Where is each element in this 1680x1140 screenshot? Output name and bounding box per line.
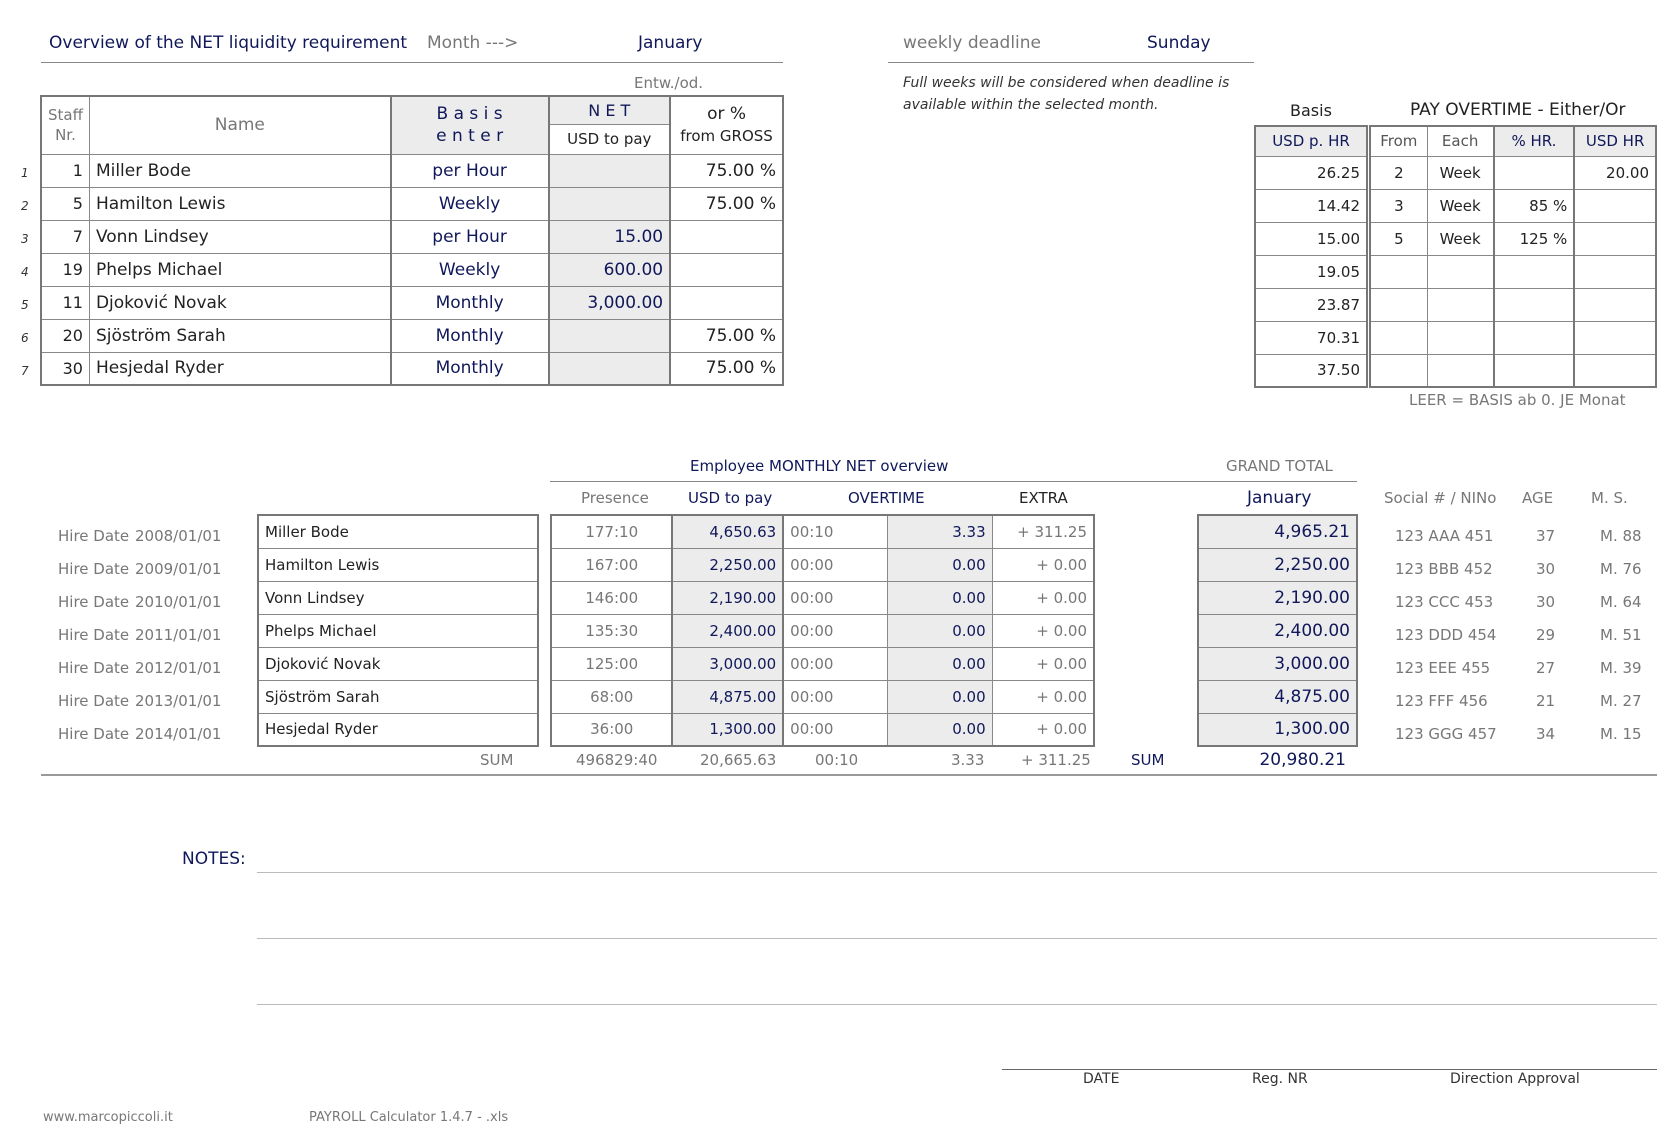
overtime-value-cell: 0.00	[888, 548, 992, 581]
monthly-name-cell: Miller Bode	[258, 515, 538, 548]
table-row	[41, 253, 783, 286]
from-cell[interactable]	[1370, 354, 1427, 387]
basis-cell[interactable]: Monthly	[391, 286, 549, 319]
extra-cell: + 0.00	[992, 647, 1094, 680]
usd-hr-cell[interactable]	[1574, 189, 1656, 222]
table-row	[1370, 354, 1656, 387]
basis-title: Basis	[1290, 101, 1332, 120]
deadline-underline	[888, 62, 1254, 63]
grand-total-cell: 3,000.00	[1198, 647, 1357, 680]
name-cell[interactable]: Miller Bode	[89, 154, 390, 187]
basis-usd-hr-cell: 19.05	[1255, 255, 1367, 288]
table-row	[551, 614, 1094, 647]
marital-status: M. 88	[1600, 527, 1642, 545]
sum-overtime-time: 00:10	[815, 751, 859, 769]
hire-date-label: Hire Date	[58, 626, 130, 644]
overtime-time-cell: 00:00	[783, 713, 888, 746]
presence-cell: 177:10	[551, 515, 672, 548]
monthly-usd-cell: 2,400.00	[672, 614, 783, 647]
each-cell[interactable]	[1427, 321, 1493, 354]
table-row	[1370, 255, 1656, 288]
usd-hr-cell[interactable]	[1574, 321, 1656, 354]
deadline-label: weekly deadline	[903, 33, 1041, 53]
col-staff-nr: Staff Nr.	[41, 96, 89, 154]
row-number: 1	[21, 166, 29, 180]
age-value: 30	[1536, 560, 1556, 578]
overtime-time-cell: 00:10	[783, 515, 888, 548]
age-value: 29	[1536, 626, 1556, 644]
overtime-value-cell: 0.00	[888, 680, 992, 713]
social-number: 123 FFF 456	[1395, 692, 1488, 710]
table-row	[258, 713, 538, 746]
table-row	[258, 614, 538, 647]
header-underline	[41, 62, 783, 63]
col-basis: B a s i s e n t e r	[391, 96, 549, 154]
usd-hr-cell[interactable]	[1574, 255, 1656, 288]
age-value: 27	[1536, 659, 1556, 677]
hire-date-label: Hire Date	[58, 659, 130, 677]
pay-overtime-table	[1369, 125, 1657, 388]
col-name: Name	[89, 96, 390, 154]
table-row	[258, 548, 538, 581]
monthly-usd-cell: 3,000.00	[672, 647, 783, 680]
table-row	[1198, 680, 1357, 713]
table-row	[1370, 288, 1656, 321]
age-value: 30	[1536, 593, 1556, 611]
net-usd-cell[interactable]	[549, 319, 671, 352]
hire-date-label: Hire Date	[58, 527, 130, 545]
row-number: 3	[21, 232, 29, 246]
pct-gross-cell[interactable]: 75.00 %	[670, 154, 783, 187]
table-row	[1370, 156, 1656, 189]
age-value: 37	[1536, 527, 1556, 545]
social-number: 123 BBB 452	[1395, 560, 1493, 578]
overtime-footnote: LEER = BASIS ab 0. JE Monat	[1409, 391, 1626, 409]
usd-hr-cell[interactable]: 20.00	[1574, 156, 1656, 189]
name-cell[interactable]: Hamilton Lewis	[89, 187, 390, 220]
age-value: 34	[1536, 725, 1556, 743]
table-row	[1255, 156, 1367, 189]
monthly-name-cell: Hesjedal Ryder	[258, 713, 538, 746]
hire-date-value: 2008/01/01	[135, 527, 222, 545]
monthly-name-cell: Sjöström Sarah	[258, 680, 538, 713]
pct-gross-cell[interactable]: 75.00 %	[670, 319, 783, 352]
pct-hr-cell[interactable]	[1494, 255, 1575, 288]
monthly-usd-cell: 1,300.00	[672, 713, 783, 746]
basis-usd-table	[1254, 125, 1368, 388]
deadline-note-1: Full weeks will be considered when deadline is	[903, 75, 1230, 91]
social-number: 123 DDD 454	[1395, 626, 1497, 644]
table-row	[1198, 614, 1357, 647]
col-ms: M. S.	[1591, 489, 1628, 507]
staff-nr-cell: 1	[41, 154, 89, 187]
sum-label: SUM	[480, 751, 514, 769]
staff-nr-cell: 20	[41, 319, 89, 352]
basis-usd-hr-cell: 26.25	[1255, 156, 1367, 189]
hire-date-label: Hire Date	[58, 593, 130, 611]
pct-hr-cell[interactable]: 125 %	[1494, 222, 1575, 255]
table-row	[1198, 581, 1357, 614]
hire-date-value: 2014/01/01	[135, 725, 222, 743]
pct-gross-cell[interactable]	[670, 220, 783, 253]
overtime-value-cell: 0.00	[888, 713, 992, 746]
col-social: Social # / NINo	[1384, 489, 1497, 507]
basis-usd-hr-cell: 14.42	[1255, 189, 1367, 222]
each-cell[interactable]	[1427, 255, 1493, 288]
staff-nr-cell: 30	[41, 352, 89, 385]
col-pct-hr: % HR.	[1494, 126, 1575, 156]
table-row	[551, 548, 1094, 581]
monthly-name-cell: Djoković Novak	[258, 647, 538, 680]
staff-nr-cell: 11	[41, 286, 89, 319]
table-row	[1198, 647, 1357, 680]
monthly-values-table	[550, 514, 1095, 747]
extra-cell: + 0.00	[992, 581, 1094, 614]
table-row	[1198, 548, 1357, 581]
staff-nr-cell: 5	[41, 187, 89, 220]
table-row	[41, 352, 783, 385]
monthly-usd-cell: 2,190.00	[672, 581, 783, 614]
hire-date-label: Hire Date	[58, 692, 130, 710]
monthly-name-cell: Phelps Michael	[258, 614, 538, 647]
grand-total-cell: 4,875.00	[1198, 680, 1357, 713]
month-value[interactable]: January	[638, 33, 703, 53]
table-row	[551, 647, 1094, 680]
row-number: 4	[21, 265, 29, 279]
marital-status: M. 15	[1600, 725, 1642, 743]
sum-presence: 496829:40	[576, 751, 658, 769]
month-label: Month --->	[427, 33, 519, 53]
table-row	[258, 680, 538, 713]
footer-app-version: PAYROLL Calculator 1.4.7 - .xls	[309, 1110, 509, 1125]
hire-date-label: Hire Date	[58, 560, 130, 578]
hire-date-value: 2011/01/01	[135, 626, 222, 644]
extra-cell: + 0.00	[992, 680, 1094, 713]
sum-label-total: SUM	[1131, 751, 1165, 769]
table-row	[41, 319, 783, 352]
usd-hr-cell[interactable]	[1574, 288, 1656, 321]
pct-hr-cell[interactable]	[1494, 354, 1575, 387]
net-usd-cell[interactable]	[549, 154, 671, 187]
grand-total-cell: 1,300.00	[1198, 713, 1357, 746]
presence-cell: 125:00	[551, 647, 672, 680]
col-usd-to-pay: USD to pay	[549, 124, 671, 154]
extra-cell: + 0.00	[992, 713, 1094, 746]
col-each: Each	[1427, 126, 1493, 156]
grand-total-label: GRAND TOTAL	[1226, 457, 1333, 475]
table-row	[1255, 222, 1367, 255]
marital-status: M. 76	[1600, 560, 1642, 578]
pct-hr-cell[interactable]	[1494, 321, 1575, 354]
col-or-pct: or % from GROSS	[670, 96, 783, 154]
table-row	[1370, 222, 1656, 255]
net-usd-cell[interactable]	[549, 352, 671, 385]
overtime-value-cell: 0.00	[888, 647, 992, 680]
social-number: 123 EEE 455	[1395, 659, 1491, 677]
entw-label: Entw./od.	[634, 74, 704, 92]
basis-usd-hr-cell: 70.31	[1255, 321, 1367, 354]
table-row	[1255, 354, 1367, 387]
basis-cell[interactable]: per Hour	[391, 220, 549, 253]
hire-date-value: 2012/01/01	[135, 659, 222, 677]
table-row	[1255, 255, 1367, 288]
employee-basis-table	[40, 95, 784, 386]
col-extra: EXTRA	[1019, 489, 1068, 507]
table-row	[1255, 321, 1367, 354]
grand-total-cell: 2,250.00	[1198, 548, 1357, 581]
each-cell[interactable]: Week	[1427, 222, 1493, 255]
table-row	[551, 515, 1094, 548]
col-net: N E T	[549, 96, 671, 124]
net-usd-cell[interactable]: 15.00	[549, 220, 671, 253]
overtime-value-cell: 0.00	[888, 581, 992, 614]
net-usd-cell[interactable]: 3,000.00	[549, 286, 671, 319]
grand-total-cell: 2,190.00	[1198, 581, 1357, 614]
extra-cell: + 0.00	[992, 614, 1094, 647]
sum-grand-total: 20,980.21	[1259, 750, 1346, 770]
table-row	[1198, 515, 1357, 548]
basis-cell[interactable]: Monthly	[391, 319, 549, 352]
row-number: 2	[21, 199, 29, 213]
usd-hr-cell[interactable]	[1574, 222, 1656, 255]
marital-status: M. 39	[1600, 659, 1642, 677]
col-monthly-usd: USD to pay	[688, 489, 773, 507]
sum-extra: + 311.25	[1021, 751, 1091, 769]
table-row	[258, 647, 538, 680]
basis-cell[interactable]: per Hour	[391, 154, 549, 187]
table-row	[1370, 321, 1656, 354]
net-usd-cell[interactable]	[549, 187, 671, 220]
each-cell[interactable]	[1427, 354, 1493, 387]
deadline-note-2: available within the selected month.	[903, 97, 1159, 113]
presence-cell: 146:00	[551, 581, 672, 614]
basis-usd-hr-cell: 23.87	[1255, 288, 1367, 321]
each-cell[interactable]: Week	[1427, 156, 1493, 189]
presence-cell: 135:30	[551, 614, 672, 647]
overtime-value-cell: 0.00	[888, 614, 992, 647]
hire-date-value: 2010/01/01	[135, 593, 222, 611]
grand-total-cell: 4,965.21	[1198, 515, 1357, 548]
sum-usd: 20,665.63	[700, 751, 777, 769]
table-row	[1370, 189, 1656, 222]
notes-label: NOTES:	[182, 849, 246, 869]
basis-cell[interactable]: Weekly	[391, 187, 549, 220]
table-row	[551, 680, 1094, 713]
name-cell[interactable]: Hesjedal Ryder	[89, 352, 390, 385]
row-number: 5	[21, 298, 29, 312]
hire-date-label: Hire Date	[58, 725, 130, 743]
each-cell[interactable]	[1427, 288, 1493, 321]
table-row	[551, 581, 1094, 614]
grand-total-table	[1197, 514, 1358, 747]
extra-cell: + 311.25	[992, 515, 1094, 548]
col-presence: Presence	[581, 489, 649, 507]
from-cell[interactable]	[1370, 255, 1427, 288]
signature-line	[1002, 1069, 1657, 1070]
from-cell[interactable]: 3	[1370, 189, 1427, 222]
date-label: DATE	[1083, 1071, 1120, 1087]
notes-line-2[interactable]	[257, 938, 1657, 939]
footer-site[interactable]: www.marcopiccoli.it	[43, 1110, 173, 1125]
table-row	[258, 515, 538, 548]
pct-hr-cell[interactable]	[1494, 156, 1575, 189]
monthly-name-cell: Hamilton Lewis	[258, 548, 538, 581]
overtime-value-cell: 3.33	[888, 515, 992, 548]
monthly-usd-cell: 4,875.00	[672, 680, 783, 713]
deadline-value[interactable]: Sunday	[1147, 33, 1211, 53]
name-cell[interactable]: Vonn Lindsey	[89, 220, 390, 253]
grand-total-cell: 2,400.00	[1198, 614, 1357, 647]
from-cell[interactable]: 5	[1370, 222, 1427, 255]
table-row	[41, 154, 783, 187]
overtime-time-cell: 00:00	[783, 548, 888, 581]
hire-date-value: 2013/01/01	[135, 692, 222, 710]
direction-approval-label: Direction Approval	[1450, 1071, 1580, 1087]
page-title: Overview of the NET liquidity requirement	[49, 33, 408, 53]
name-cell[interactable]: Djoković Novak	[89, 286, 390, 319]
social-number: 123 CCC 453	[1395, 593, 1494, 611]
col-overtime: OVERTIME	[848, 489, 925, 507]
reg-nr-label: Reg. NR	[1252, 1071, 1308, 1087]
each-cell[interactable]: Week	[1427, 189, 1493, 222]
social-number: 123 GGG 457	[1395, 725, 1497, 743]
row-number: 7	[21, 364, 29, 378]
col-month: January	[1247, 488, 1312, 508]
monthly-title-line	[550, 481, 1357, 482]
from-cell[interactable]	[1370, 321, 1427, 354]
basis-usd-hr-cell: 37.50	[1255, 354, 1367, 387]
table-row	[551, 713, 1094, 746]
presence-cell: 36:00	[551, 713, 672, 746]
overtime-time-cell: 00:00	[783, 614, 888, 647]
presence-cell: 167:00	[551, 548, 672, 581]
sum-overtime-value: 3.33	[951, 751, 985, 769]
sum-divider	[41, 774, 1657, 776]
basis-cell[interactable]: Monthly	[391, 352, 549, 385]
overtime-time-cell: 00:00	[783, 647, 888, 680]
col-from: From	[1370, 126, 1427, 156]
marital-status: M. 27	[1600, 692, 1642, 710]
pct-gross-cell[interactable]	[670, 253, 783, 286]
from-cell[interactable]: 2	[1370, 156, 1427, 189]
basis-usd-hr-cell: 15.00	[1255, 222, 1367, 255]
overtime-time-cell: 00:00	[783, 680, 888, 713]
notes-line-1[interactable]	[257, 872, 1657, 873]
table-row	[41, 187, 783, 220]
name-cell[interactable]: Sjöström Sarah	[89, 319, 390, 352]
table-row	[1255, 189, 1367, 222]
pct-hr-cell[interactable]: 85 %	[1494, 189, 1575, 222]
pct-gross-cell[interactable]	[670, 286, 783, 319]
net-usd-cell[interactable]: 600.00	[549, 253, 671, 286]
monthly-overview-title: Employee MONTHLY NET overview	[690, 457, 949, 475]
from-cell[interactable]	[1370, 288, 1427, 321]
monthly-name-cell: Vonn Lindsey	[258, 581, 538, 614]
hire-date-value: 2009/01/01	[135, 560, 222, 578]
presence-cell: 68:00	[551, 680, 672, 713]
marital-status: M. 51	[1600, 626, 1642, 644]
table-row	[1198, 713, 1357, 746]
marital-status: M. 64	[1600, 593, 1642, 611]
table-row	[1255, 288, 1367, 321]
pay-overtime-title: PAY OVERTIME - Either/Or	[1410, 100, 1626, 120]
table-row	[41, 286, 783, 319]
notes-line-3[interactable]	[257, 1004, 1657, 1005]
age-value: 21	[1536, 692, 1556, 710]
monthly-name-table	[257, 514, 539, 747]
name-cell[interactable]: Phelps Michael	[89, 253, 390, 286]
social-number: 123 AAA 451	[1395, 527, 1494, 545]
monthly-usd-cell: 2,250.00	[672, 548, 783, 581]
pct-hr-cell[interactable]	[1494, 288, 1575, 321]
monthly-usd-cell: 4,650.63	[672, 515, 783, 548]
usd-hr-cell[interactable]	[1574, 354, 1656, 387]
row-number: 6	[21, 331, 29, 345]
extra-cell: + 0.00	[992, 548, 1094, 581]
col-usd-hr: USD HR	[1574, 126, 1656, 156]
col-usd-p-hr: USD p. HR	[1255, 126, 1367, 156]
pct-gross-cell[interactable]: 75.00 %	[670, 187, 783, 220]
table-row	[41, 220, 783, 253]
col-age: AGE	[1522, 489, 1554, 507]
staff-nr-cell: 19	[41, 253, 89, 286]
basis-cell[interactable]: Weekly	[391, 253, 549, 286]
pct-gross-cell[interactable]: 75.00 %	[670, 352, 783, 385]
table-row	[258, 581, 538, 614]
overtime-time-cell: 00:00	[783, 581, 888, 614]
staff-nr-cell: 7	[41, 220, 89, 253]
